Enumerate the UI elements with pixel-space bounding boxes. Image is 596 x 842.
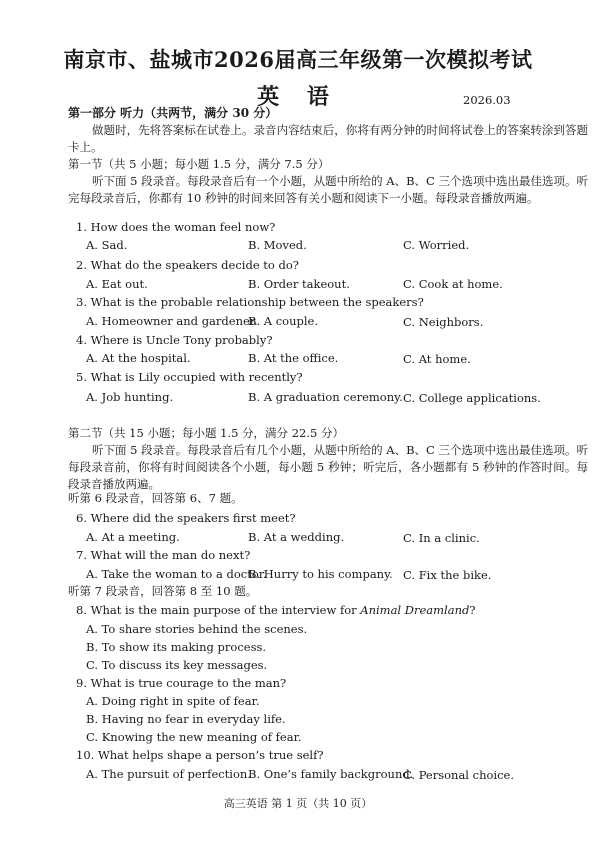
question-stem: 2. What do the speakers decide to do? — [76, 258, 299, 272]
option-b: B. Hurry to his company. — [248, 567, 393, 581]
option-a: A. The pursuit of perfection. — [86, 767, 251, 781]
question-stem: 3. What is the probable relationship between the speakers? — [76, 295, 424, 309]
question-stem: 10. What helps shape a person’s true self? — [76, 748, 324, 762]
option-b: B. A couple. — [248, 314, 318, 328]
option-a: A. Eat out. — [86, 277, 148, 291]
option-a: A. Job hunting. — [86, 390, 174, 404]
option-b: B. Moved. — [248, 238, 307, 252]
listen-instruction-6: 听第 6 段录音，回答第 6、7 题。 — [68, 491, 243, 505]
option-b: B. Order takeout. — [248, 277, 350, 291]
option-c: C. Fix the bike. — [403, 568, 492, 582]
question-stem-end: ? — [469, 603, 476, 617]
option-c: C. Knowing the new meaning of fear. — [86, 730, 302, 744]
option-a: A. At a meeting. — [86, 530, 180, 544]
question-stem: 7. What will the man do next? — [76, 548, 251, 562]
option-b: B. At a wedding. — [248, 530, 345, 544]
option-a: A. Doing right in spite of fear. — [86, 694, 260, 708]
question-stem: 9. What is true courage to the man? — [76, 676, 287, 690]
part1-heading: 第一部分 听力（共两节，满分 30 分） — [68, 106, 278, 120]
option-a: A. Sad. — [86, 238, 128, 252]
question-stem-title: Animal Dreamland — [360, 603, 470, 617]
section1-instruction: 听下面 5 段录音。每段录音后有一个小题，从题中所给的 A、B、C 三个选项中选出最佳选项。听完每段录音后，你都有 10 秒钟的时间来回答有关小题和阅读下一小题。每段录音播放两遍。 — [68, 174, 588, 205]
part1-instruction: 做题时，先将答案标在试卷上。录音内容结束后，你将有两分钟的时间将试卷上的答案转涂到答题卡上。 — [68, 123, 588, 154]
question-stem: 6. Where did the speakers first meet? — [76, 511, 296, 525]
question-stem — [76, 602, 476, 619]
option-a: A. To share stories behind the scenes. — [86, 622, 308, 636]
option-c: C. To discuss its key messages. — [86, 658, 268, 672]
exam-date: 2026.03 — [463, 93, 511, 107]
question-stem: 5. What is Lily occupied with recently? — [76, 370, 303, 384]
option-b: B. At the office. — [248, 351, 339, 365]
question-stem-text: 8. What is the main purpose of the interview for — [76, 603, 361, 617]
subject-title: 英 语 — [257, 84, 339, 110]
section1-heading: 第一节（共 5 小题；每小题 1.5 分，满分 7.5 分） — [68, 157, 330, 171]
section2-instruction: 听下面 5 段录音。每段录音后有几个小题，从题中所给的 A、B、C 三个选项中选出最佳选项。听每段录音前，你将有时间阅读各个小题，每小题 5 秒钟；听完后，各小题都有 5 秒钟的作答时间。每段录音播放两遍。 — [68, 443, 588, 491]
section2-heading: 第二节（共 15 小题；每小题 1.5 分，满分 22.5 分） — [68, 426, 344, 440]
page-footer: 高三英语 第 1 页（共 10 页） — [223, 797, 373, 810]
option-c: C. Cook at home. — [403, 277, 503, 291]
option-a: A. Homeowner and gardener. — [86, 314, 258, 328]
option-c: C. College applications. — [403, 391, 541, 405]
option-b: B. One’s family background. — [248, 767, 414, 781]
option-c: C. At home. — [403, 352, 471, 366]
option-c: C. Neighbors. — [403, 315, 484, 329]
option-a: A. At the hospital. — [86, 351, 191, 365]
option-a: A. Take the woman to a doctor. — [86, 567, 267, 581]
option-b: B. A graduation ceremony. — [248, 390, 403, 404]
listen-instruction-7: 听第 7 段录音，回答第 8 至 10 题。 — [68, 584, 258, 598]
question-stem: 1. How does the woman feel now? — [76, 220, 276, 234]
option-c: C. Worried. — [403, 238, 470, 252]
option-c: C. In a clinic. — [403, 531, 480, 545]
option-b: B. To show its making process. — [86, 640, 267, 654]
question-stem: 4. Where is Uncle Tony probably? — [76, 333, 273, 347]
option-b: B. Having no fear in everyday life. — [86, 712, 286, 726]
exam-title: 南京市、盐城市2026届高三年级第一次模拟考试 — [63, 47, 533, 72]
option-c: C. Personal choice. — [403, 768, 514, 782]
